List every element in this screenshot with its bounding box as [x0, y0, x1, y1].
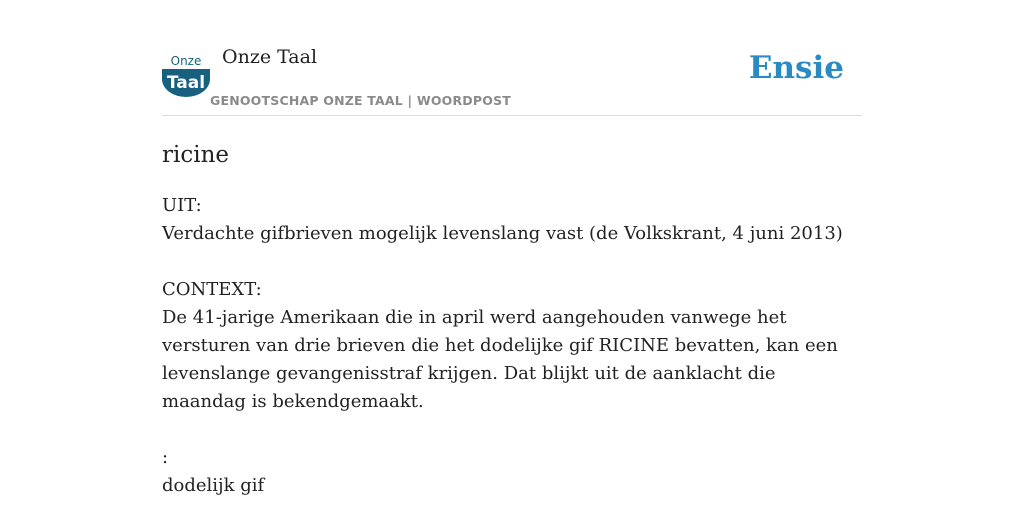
- logo-text-bottom: Taal: [166, 73, 206, 93]
- org-subtitle: GENOOTSCHAP ONZE TAAL | WOORDPOST: [210, 93, 512, 108]
- entry-title: ricine: [162, 142, 230, 168]
- entry-content: [162, 138, 862, 500]
- org-name[interactable]: Onze Taal: [222, 46, 318, 68]
- definition-label: :: [162, 447, 169, 468]
- context-label: CONTEXT:: [162, 279, 262, 300]
- header: [162, 40, 862, 116]
- entry-body: [162, 192, 862, 500]
- spacer: [162, 416, 862, 444]
- definition-text: dodelijk gif: [162, 475, 265, 496]
- ensie-brand-link[interactable]: Ensie: [748, 50, 844, 86]
- source-text: Verdachte gifbrieven mogelijk levenslang vast (de Volkskrant, 4 juni 2013): [162, 223, 843, 244]
- context-text: De 41-jarige Amerikaan die in april werd aangehouden vanwege het versturen van drie brieven die het dodelijke gif RICINE bevatten, kan een levenslange gevangenisstraf krijgen. Dat blijkt uit de aanklacht die maandag is bekendgemaakt.: [162, 307, 838, 412]
- onze-taal-logo[interactable]: [162, 53, 210, 97]
- spacer: [162, 248, 862, 276]
- source-label: UIT:: [162, 195, 202, 216]
- logo-text-top: Onze: [170, 54, 202, 68]
